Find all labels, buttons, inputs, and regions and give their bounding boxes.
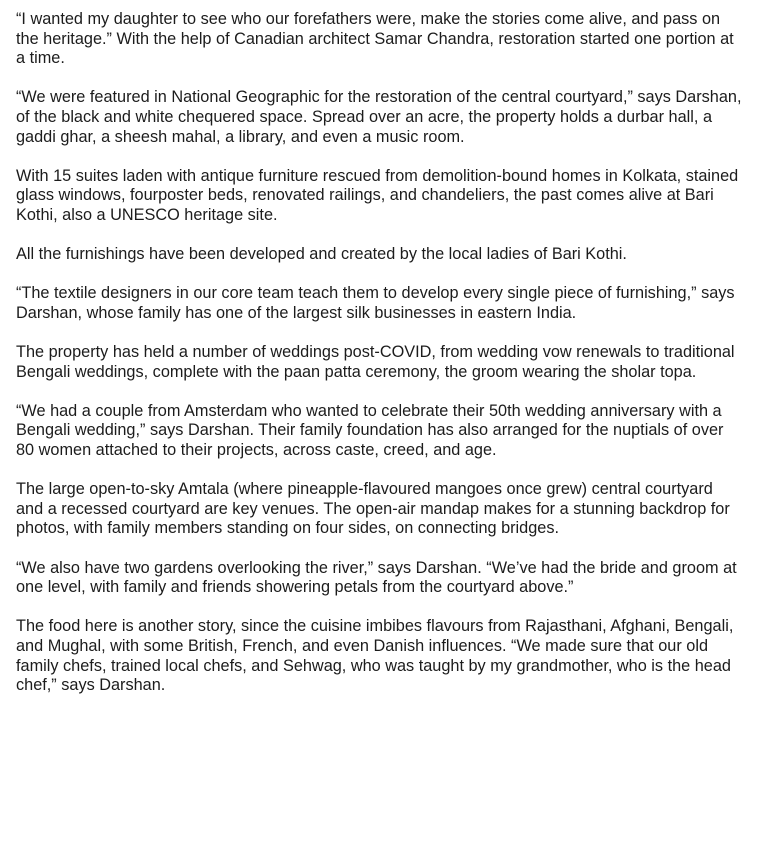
paragraph-heritage-intro: “I wanted my daughter to see who our forefathers were, make the stories come alive, and pass on the heritage.” With the help of Canadian architect Samar Chandra, restoration started one portion at a time.	[16, 10, 734, 68]
paragraph-food: The food here is another story, since the cuisine imbibes flavours from Rajasthani, Afghani, Bengali, and Mughal, with some British, French, and even Danish influences. “We made sure that our old family chefs, trained local chefs, and Sehwag, who was taught by my grandmother, who is the head chef,” says Darshan.	[16, 617, 734, 695]
paragraph-furnishings: All the furnishings have been developed and created by the local ladies of Bari Kothi.	[16, 245, 627, 264]
paragraph-weddings: The property has held a number of weddings post-COVID, from wedding vow renewals to traditional Bengali weddings, complete with the paan patta ceremony, the groom wearing the sholar topa.	[16, 343, 735, 381]
paragraph-amsterdam-couple: “We had a couple from Amsterdam who wanted to celebrate their 50th wedding anniversary with a Bengali wedding,” says Darshan. Their family foundation has also arranged for the nuptials of over 80 women attached to their projects, across caste, creed, and age.	[16, 401, 724, 460]
paragraph-suites: With 15 suites laden with antique furniture rescued from demolition-bound homes in Kolkata, stained glass windows, fourposter beds, renovated railings, and chandeliers, the past comes alive at Bari Kothi, also a UNESCO heritage site.	[16, 166, 739, 224]
paragraph-courtyards: The large open-to-sky Amtala (where pineapple-flavoured mangoes once grew) central courtyard and a recessed courtyard are key venues. The open-air mandap makes for a stunning backdrop for photos, with family members standing on four sides, on connecting bridges.	[16, 480, 730, 538]
paragraph-national-geographic: “We were featured in National Geographic for the restoration of the central courtyard,” says Darshan, of the black and white chequered space. Spread over an acre, the property holds a durbar hall, a gaddi ghar, a sheesh mahal, a library, and even a music room.	[16, 88, 742, 146]
paragraph-textile-designers: “The textile designers in our core team teach them to develop every single piece of furnishing,” says Darshan, whose family has one of the largest silk businesses in eastern India.	[16, 284, 735, 322]
paragraph-gardens: “We also have two gardens overlooking the river,” says Darshan. “We’ve had the bride and groom at one level, with family and friends showering petals from the courtyard above.”	[16, 558, 737, 597]
article-body	[16, 10, 744, 696]
